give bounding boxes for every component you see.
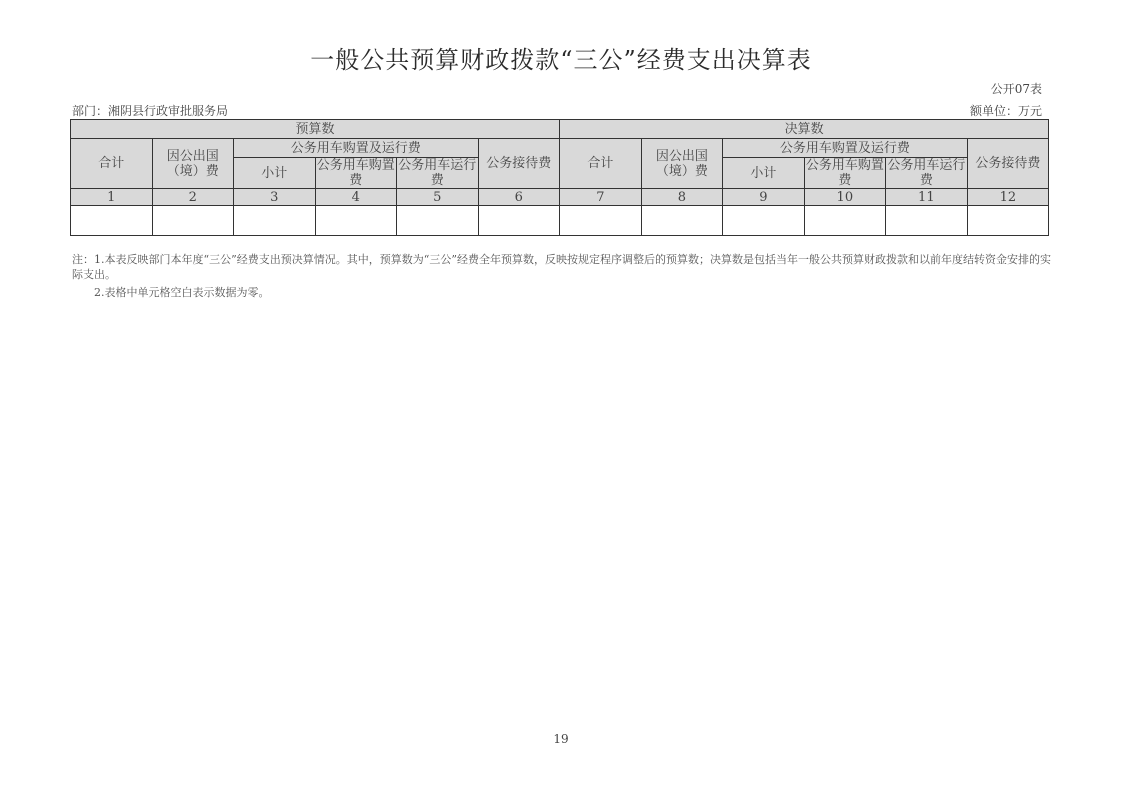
column-number: 3	[234, 189, 316, 206]
budget-vehicle-operation-header: 公务用车运行费	[398, 158, 477, 188]
budget-total-header: 合计	[71, 139, 153, 189]
data-cell	[967, 206, 1049, 236]
table-notes	[72, 252, 1052, 300]
final-reception-header: 公务接待费	[967, 139, 1049, 189]
data-cell	[886, 206, 968, 236]
budget-abroad-header: 因公出国（境）费	[152, 139, 234, 189]
unit-label: 额单位：万元	[969, 104, 1042, 118]
column-number: 5	[397, 189, 479, 206]
data-cell	[71, 206, 153, 236]
final-vehicle-group-header: 公务用车购置及运行费	[723, 139, 968, 158]
column-number-row	[71, 189, 1049, 206]
budget-vehicle-group-header: 公务用车购置及运行费	[234, 139, 479, 158]
department-label: 部门：湘阴县行政审批服务局	[72, 104, 229, 118]
note-1: 注：1.本表反映部门本年度“三公”经费支出预决算情况。其中，预算数为“三公”经费全年预算数，反映按规定程序调整后的预算数；决算数是包括当年一般公共预算财政拨款和以前年度结转资金安排的实际支出。	[72, 253, 1051, 281]
data-cell	[315, 206, 397, 236]
note-2: 2.表格中单元格空白表示数据为零。	[94, 286, 270, 299]
data-cell	[234, 206, 316, 236]
final-vehicle-purchase-header: 公务用车购置费	[805, 158, 884, 188]
column-number: 6	[478, 189, 560, 206]
budget-header: 预算数	[71, 120, 560, 139]
column-number: 11	[886, 189, 968, 206]
budget-subtotal-header: 小计	[234, 158, 316, 189]
data-cell	[560, 206, 642, 236]
three-public-expense-table	[70, 119, 1049, 236]
column-number: 7	[560, 189, 642, 206]
data-cell	[641, 206, 723, 236]
data-cell	[804, 206, 886, 236]
data-cell	[478, 206, 560, 236]
final-subtotal-header: 小计	[723, 158, 805, 189]
data-cell	[397, 206, 479, 236]
final-abroad-header: 因公出国（境）费	[641, 139, 723, 189]
column-number: 10	[804, 189, 886, 206]
final-vehicle-operation-header: 公务用车运行费	[887, 158, 966, 188]
form-number: 公开07表	[990, 82, 1042, 96]
column-number: 1	[71, 189, 153, 206]
final-total-header: 合计	[560, 139, 642, 189]
page-title: 一般公共预算财政拨款“三公”经费支出决算表	[310, 46, 812, 74]
page-number: 19	[553, 732, 569, 746]
data-cell	[152, 206, 234, 236]
budget-vehicle-purchase-header: 公务用车购置费	[316, 158, 395, 188]
table-row	[71, 206, 1049, 236]
final-header: 决算数	[560, 120, 1049, 139]
data-cell	[723, 206, 805, 236]
column-number: 9	[723, 189, 805, 206]
column-number: 8	[641, 189, 723, 206]
column-number: 12	[967, 189, 1049, 206]
budget-reception-header: 公务接待费	[478, 139, 560, 189]
column-number: 2	[152, 189, 234, 206]
column-number: 4	[315, 189, 397, 206]
